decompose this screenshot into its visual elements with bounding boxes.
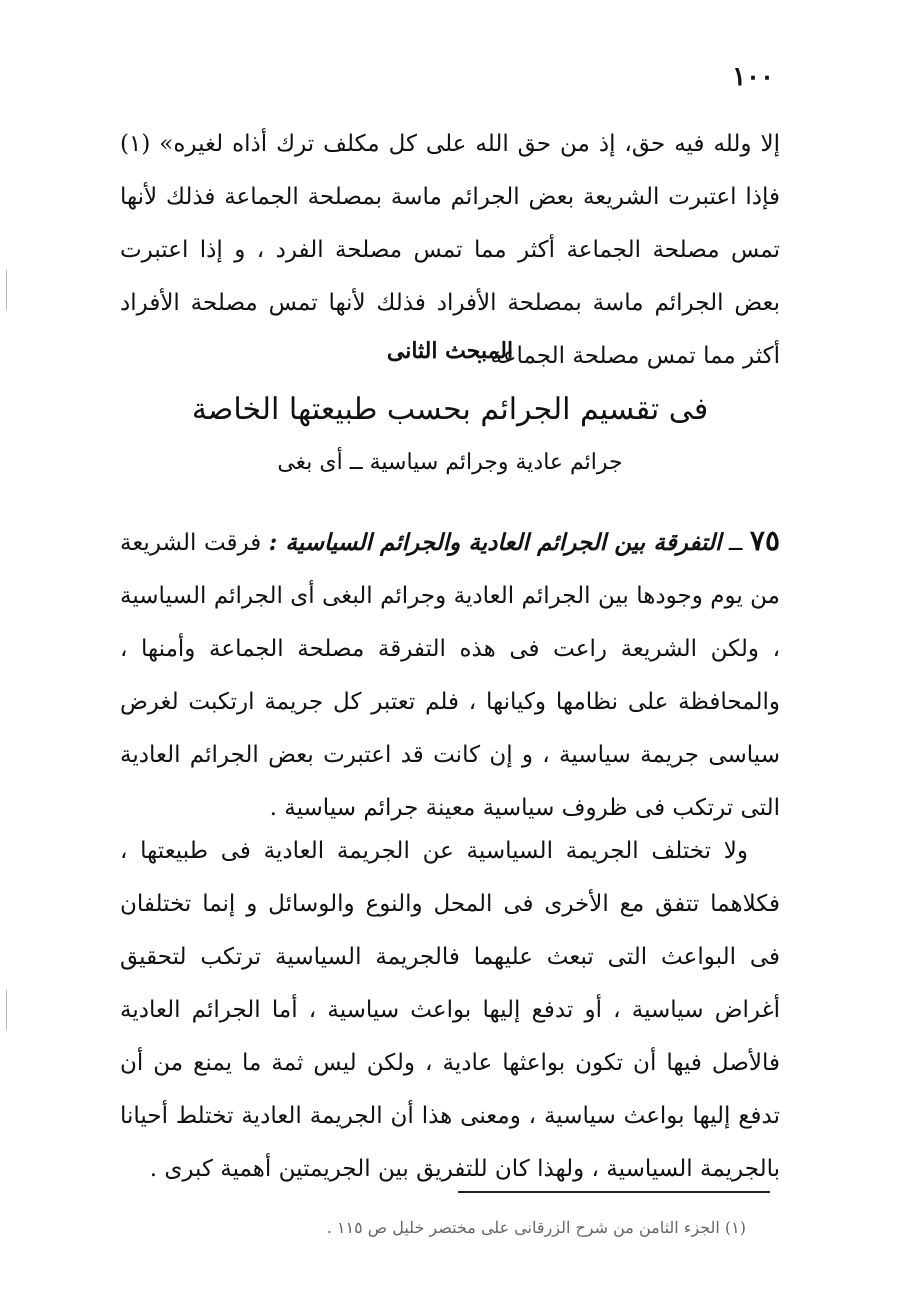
footnote-divider [458,1191,770,1193]
page-number: ١٠٠ [732,62,774,92]
paragraph-dash: ــ [721,530,750,556]
paragraph-3 [120,825,780,1196]
paragraph-number: ٧٥ [749,524,780,557]
section-subtitle: جرائم عادية وجرائم سياسية ــ أى بغى [277,450,623,475]
paragraph-2 [120,514,780,835]
paragraph-2-body: فرقت الشريعة من يوم وجودها بين الجرائم العادية وجرائم البغى أى الجرائم السياسية ، ولكن الشريعة راعت فى هذه التفرقة مصلحة الجماعة وأمنها ، والمحافظة على نظامها وكيانها ، فلم تعتبر كل جريمة ارتكبت لغرض سياسى جريمة سياسية ، و إن كانت قد اعتبرت بعض الجرائم العادية التى ترتكب فى ظروف سياسية معينة جرائم سياسية . [120,530,780,821]
section-label: المبحث الثانى [386,338,514,364]
scan-margin-mark [6,990,7,1030]
footnote: (١) الجزء الثامن من شرح الزرقانى على مختصر خليل ص ١١٥ . [326,1218,746,1237]
scan-margin-mark [6,270,7,310]
paragraph-2-text [120,514,780,835]
run-in-heading: التفرقة بين الجرائم العادية والجرائم السياسية : [268,529,722,556]
paragraph-3-text: ولا تختلف الجريمة السياسية عن الجريمة العادية فى طبيعتها ، فكلاهما تتفق مع الأخرى فى المحل والنوع والوسائل و إنما تختلفان فى البواعث التى تبعث عليهما فالجريمة السياسية ترتكب لتحقيق أغراض سياسية ، أو تدفع إليها بواعث سياسية ، أما الجرائم العادية فالأصل فيها أن تكون بواعثها عادية ، ولكن ليس ثمة ما يمنع من أن تدفع إليها بواعث سياسية ، ومعنى هذا أن الجريمة العادية تختلط أحيانا بالجريمة السياسية ، ولهذا كان للتفريق بين الجريمتين أهمية كبرى . [120,838,780,1182]
section-title: فى تقسيم الجرائم بحسب طبيعتها الخاصة [191,392,709,427]
paragraph-1-text: إلا ولله فيه حق، إذ من حق الله على كل مكلف ترك أذاه لغيره» (١) فإذا اعتبرت الشريعة بعض الجرائم ماسة بمصلحة الجماعة فذلك لأنها تمس مصلحة الجماعة أكثر مما تمس مصلحة الفرد ، و إذا اعتبرت بعض الجرائم ماسة بمصلحة الأفراد فذلك لأنها تمس مصلحة الأفراد أكثر مما تمس مصلحة الجماعة . [120,131,781,369]
